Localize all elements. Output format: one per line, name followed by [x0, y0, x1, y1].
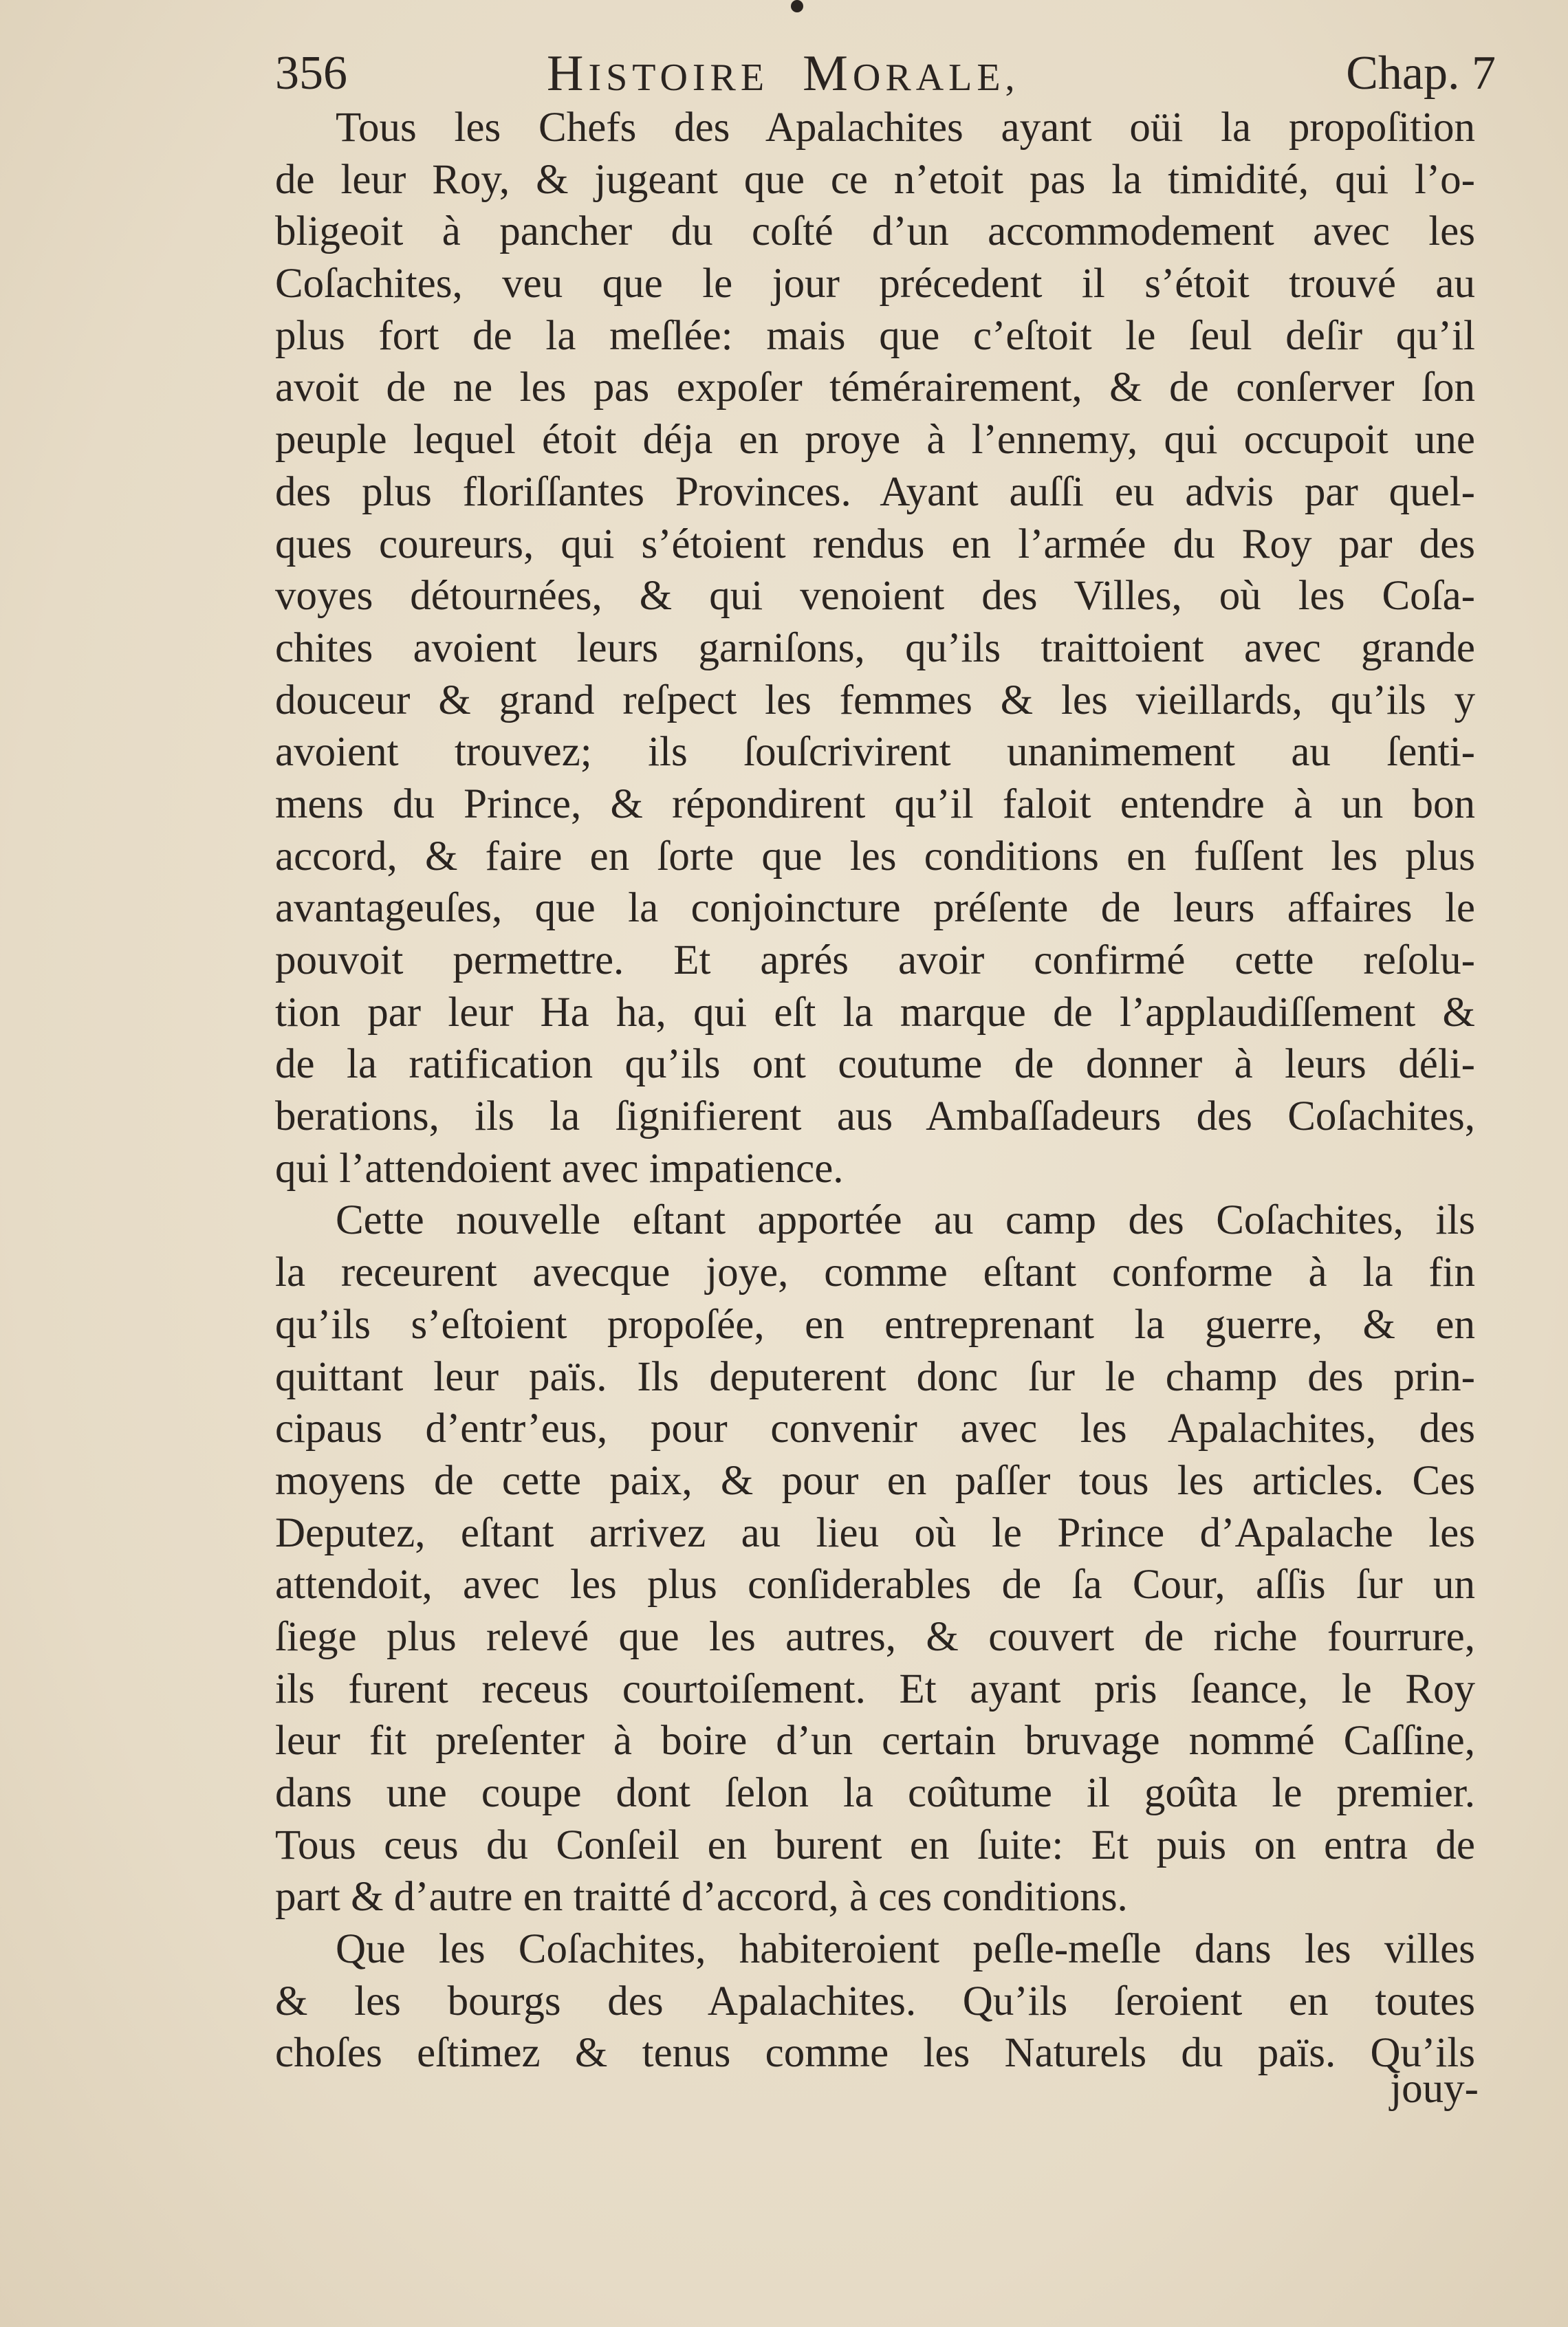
text-line: mens du Prince, & répondirent qu’il faloit entendre à un bon [275, 780, 1475, 827]
text-line: Coſachites, veu que le jour précedent il s’étoit trouvé au [275, 261, 1475, 307]
text-line: part & d’autre en traitté d’accord, à ces conditions. [275, 1874, 1128, 1921]
text-line: avoit de ne les pas expoſer témérairement, & de conſerver ſon [275, 364, 1475, 411]
text-line: & les bourgs des Apalachites. Qu’ils ſeroient en toutes [275, 1978, 1475, 2024]
text-line: de leur Roy, & jugeant que ce n’etoit pas la timidité, qui l’o- [275, 156, 1475, 203]
catchword: jouy- [1390, 2066, 1479, 2112]
running-title-word-2: ORALE, [852, 56, 1020, 99]
text-line: ils furent receus courtoiſement. Et ayant pris ſeance, le Roy [275, 1665, 1475, 1712]
text-line: bligeoit à pancher du coſté d’un accommodement avec les [275, 208, 1475, 255]
running-title-initial-h: H [547, 45, 589, 102]
text-line: plus fort de la meſlée: mais que c’eſtoit le ſeul deſir qu’il [275, 312, 1475, 359]
running-title-word-1: ISTOIRE [588, 56, 770, 99]
text-line: cipaus d’entr’eus, pour convenir avec les Apalachites, des [275, 1406, 1475, 1452]
page-header [275, 43, 1496, 105]
text-line: ques coureurs, qui s’étoient rendus en l’armée du Roy par des [275, 521, 1475, 567]
text-line: leur fit preſenter à boire d’un certain bruvage nommé Caſſine, [275, 1718, 1475, 1765]
text-line: de la ratification qu’ils ont coutume de donner à leurs déli- [275, 1041, 1475, 1088]
text-line: quittant leur païs. Ils deputerent donc ſur le champ des prin- [275, 1353, 1475, 1400]
text-line: ſiege plus relevé que les autres, & couvert de riche fourrure, [275, 1613, 1475, 1660]
text-line: Deputez, eſtant arrivez au lieu où le Prince d’Apalache les [275, 1509, 1475, 1556]
text-line: dans une coupe dont ſelon la coûtume il goûta le premier. [275, 1770, 1475, 1816]
text-line: chites avoient leurs garniſons, qu’ils traittoient avec grande [275, 624, 1475, 671]
text-line: berations, ils la ſignifierent aus Ambaſſadeurs des Coſachites, [275, 1093, 1475, 1140]
text-line: accord, & faire en ſorte que les conditions en fuſſent les plus [275, 833, 1475, 880]
ink-spot [791, 0, 803, 12]
text-line: tion par leur Ha ha, qui eſt la marque de l’applaudiſſement & [275, 989, 1475, 1036]
running-title [547, 43, 1020, 109]
body-text [275, 102, 1475, 2079]
text-line: voyes détournées, & qui venoient des Villes, où les Coſa- [275, 573, 1475, 620]
page-number: 356 [275, 47, 347, 100]
text-line: choſes eſtimez & tenus comme les Naturels du païs. Qu’ils [275, 2030, 1475, 2077]
text-line: qui l’attendoient avec impatience. [275, 1145, 844, 1192]
text-line: attendoit, avec les plus conſiderables de ſa Cour, aſſis ſur un [275, 1562, 1475, 1608]
text-line: moyens de cette paix, & pour en paſſer tous les articles. Ces [275, 1457, 1475, 1504]
text-line: pouvoit permettre. Et aprés avoir confirmé cette reſolu- [275, 937, 1475, 983]
text-line: Tous les Chefs des Apalachites ayant oüi la propoſition [336, 105, 1475, 151]
chapter-label: Chap. 7 [1346, 47, 1496, 100]
text-line: Cette nouvelle eſtant apportée au camp des Coſachites, ils [336, 1197, 1475, 1244]
text-line: peuple lequel étoit déja en proye à l’ennemy, qui occupoit une [275, 417, 1475, 463]
text-line: avantageuſes, que la conjoincture préſente de leurs affaires le [275, 885, 1475, 932]
text-line: avoient trouvez; ils ſouſcrivirent unanimement au ſenti- [275, 729, 1475, 776]
text-line: Que les Coſachites, habiteroient peſle-meſle dans les villes [336, 1926, 1475, 1973]
text-line: des plus floriſſantes Provinces. Ayant auſſi eu advis par quel- [275, 468, 1475, 515]
running-title-initial-m: M [803, 45, 853, 102]
text-line: Tous ceus du Conſeil en burent en ſuite: Et puis on entra de [275, 1822, 1475, 1868]
text-line: qu’ils s’eſtoient propoſée, en entreprenant la guerre, & en [275, 1301, 1475, 1348]
text-line: la receurent avecque joye, comme eſtant conforme à la fin [275, 1249, 1475, 1296]
text-line: douceur & grand reſpect les femmes & les vieillards, qu’ils y [275, 677, 1475, 723]
